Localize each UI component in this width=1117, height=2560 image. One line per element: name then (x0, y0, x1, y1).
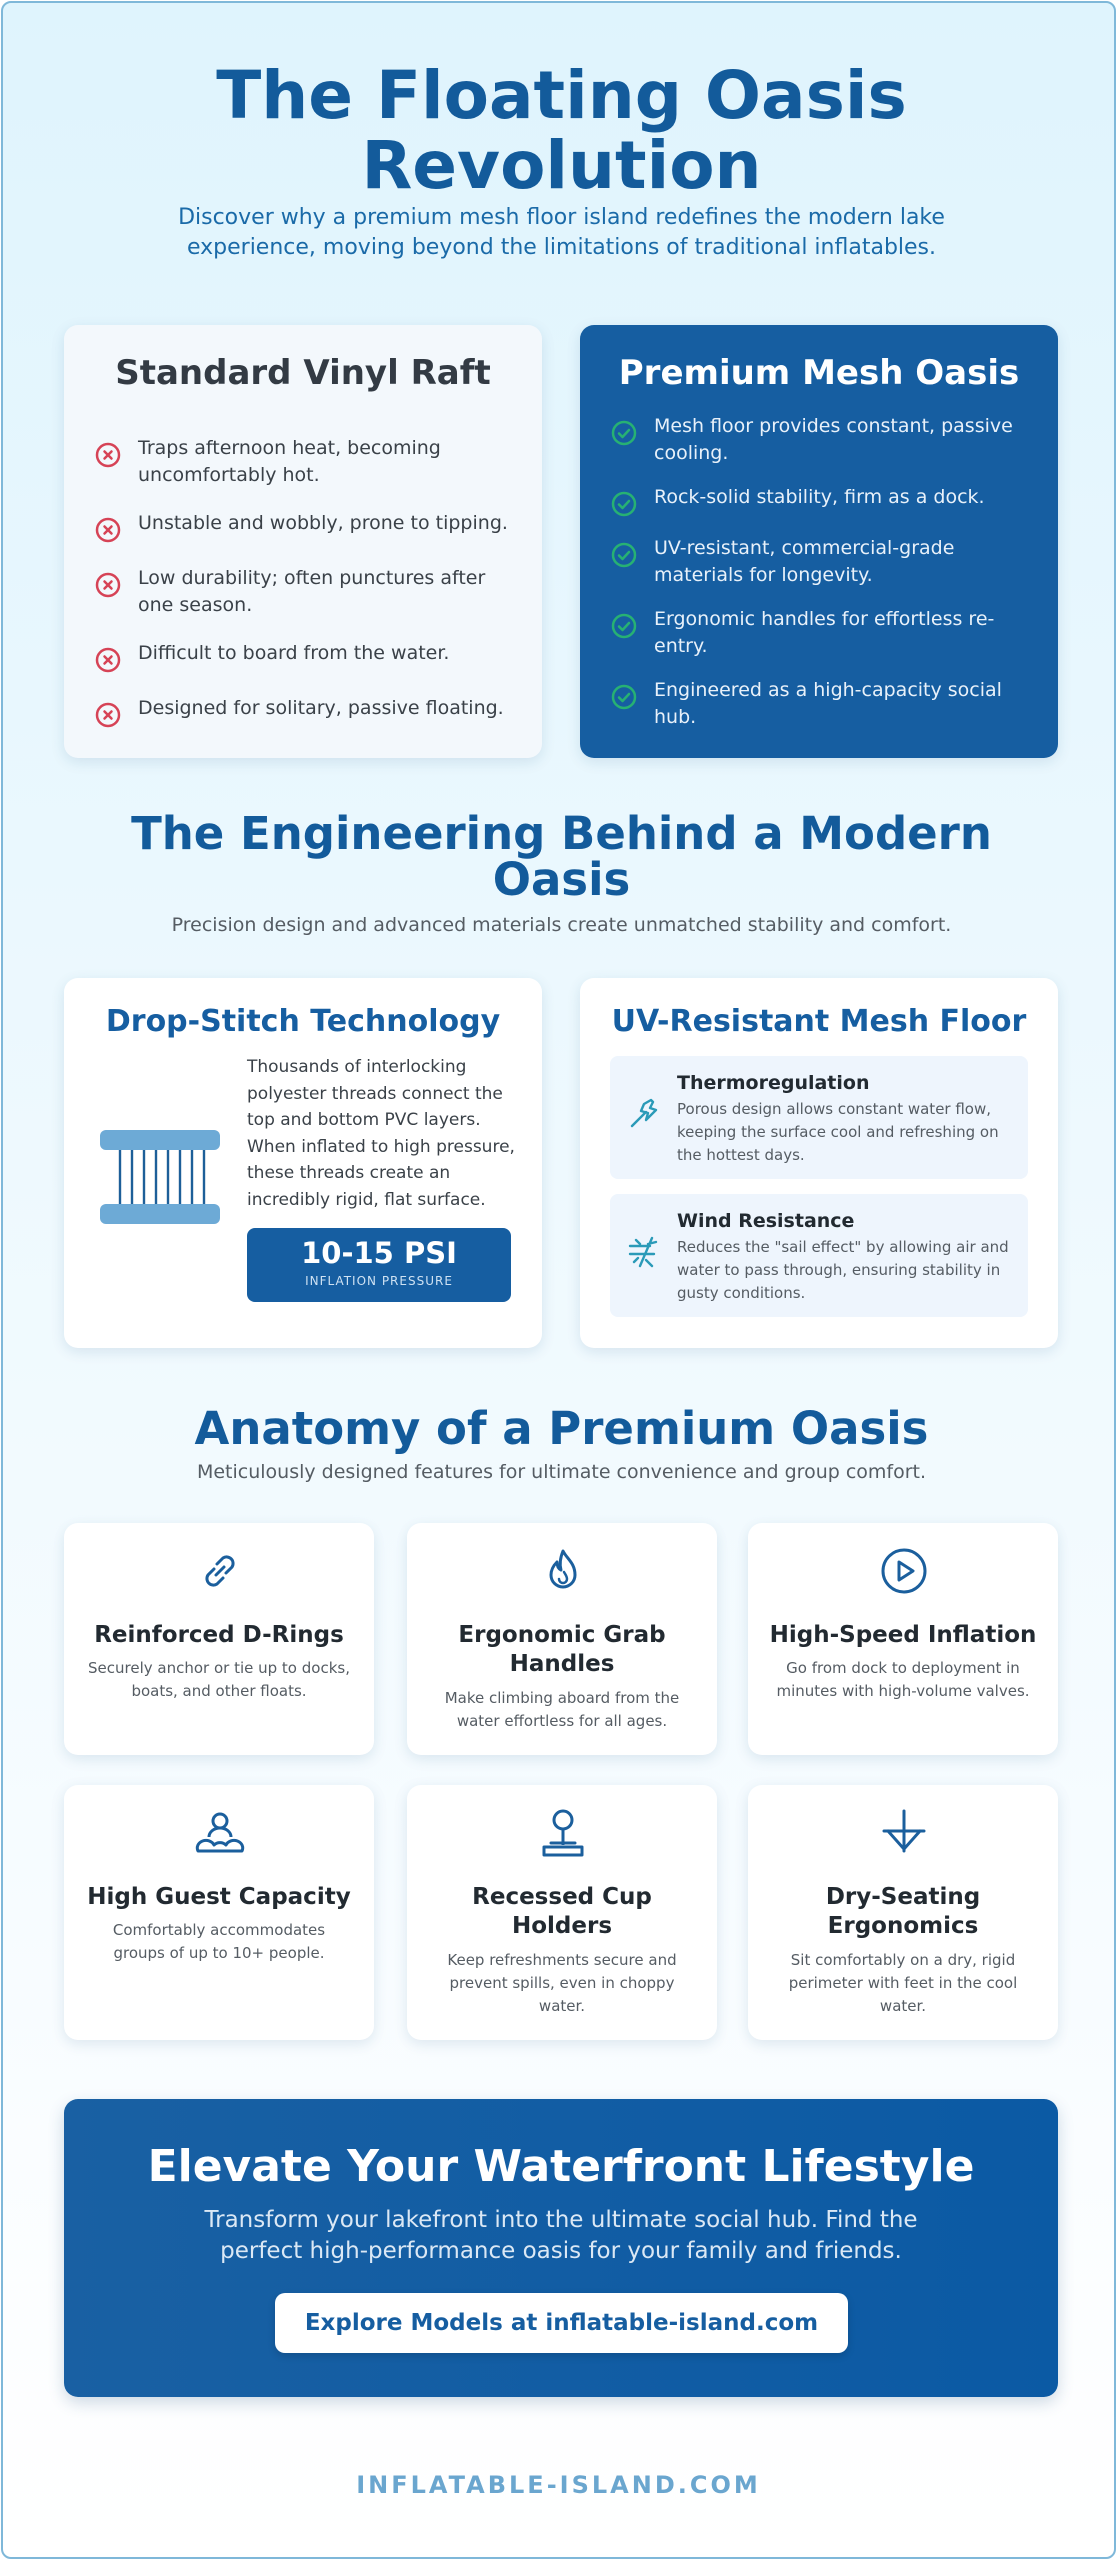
cta-text: Transform your lakefront into the ultimate social hub. Find the perfect high-performance oasis for your family and friends. (204, 2207, 918, 2264)
feature-card-text: Comfortably accommodates groups of up to 10+ people. (112, 1921, 326, 1962)
feature-card-cup-holders (407, 1785, 717, 2040)
check-circle-icon (610, 541, 638, 569)
list-item-text: Ergonomic handles for effortless re-entry. (654, 608, 995, 657)
list-item (610, 677, 1032, 731)
x-circle-icon (94, 646, 122, 674)
psi-value: 10-15 PSI (301, 1236, 457, 1270)
feature-card-text: Go from dock to deployment in minutes with high-volume valves. (776, 1659, 1030, 1700)
explore-models-button[interactable]: Explore Models at inflatable-island.com (275, 2293, 848, 2353)
mesh-card-title: Premium Mesh Oasis (618, 353, 1020, 393)
list-item-text: Rock-solid stability, firm as a dock. (654, 486, 985, 508)
list-item-text: Engineered as a high-capacity social hub. (654, 679, 1002, 728)
thermoregulation-feature (610, 1056, 1028, 1179)
feature-card-guest-capacity (64, 1785, 374, 2040)
vinyl-card-title: Standard Vinyl Raft (115, 353, 491, 393)
wind-resistance-feature (610, 1194, 1028, 1317)
list-item-text: Designed for solitary, passive floating. (138, 697, 504, 719)
list-item (610, 413, 1032, 467)
anchor-down-icon (878, 1807, 930, 1859)
feature-text: Porous design allows constant water flow, keeping the surface cool and refreshing on the hottest days. (677, 1100, 999, 1164)
feature-title: Thermoregulation (677, 1072, 870, 1094)
cta-title: Elevate Your Waterfront Lifestyle (147, 2141, 975, 2192)
feature-card-text: Make climbing aboard from the water effortless for all ages. (444, 1689, 680, 1730)
check-circle-icon (610, 612, 638, 640)
list-item-text: Difficult to board from the water. (138, 642, 450, 664)
feature-card-title: Reinforced D-Rings (94, 1622, 344, 1648)
psi-label: INFLATION PRESSURE (305, 1274, 453, 1288)
drop-stitch-card (64, 978, 542, 1348)
feature-card-dry-seating (748, 1785, 1058, 2040)
list-item (94, 565, 516, 619)
feature-card-title: Ergonomic Grab Handles (458, 1622, 666, 1677)
users-icon (194, 1807, 246, 1859)
list-item-text: Mesh floor provides constant, passive cooling. (654, 415, 1013, 464)
joystick-icon (537, 1807, 589, 1859)
feature-card-text: Keep refreshments secure and prevent spills, even in choppy water. (447, 1951, 677, 2015)
feature-card-title: High-Speed Inflation (769, 1622, 1037, 1648)
list-item-text: UV-resistant, commercial-grade materials for longevity. (654, 537, 955, 586)
feature-card-title: High Guest Capacity (87, 1884, 351, 1910)
footer-site-name: INFLATABLE-ISLAND.COM (356, 2471, 761, 2499)
play-circle-icon (878, 1545, 930, 1597)
link-icon (194, 1545, 246, 1597)
list-item (94, 510, 516, 544)
feature-card-title: Dry-Seating Ergonomics (825, 1884, 981, 1939)
infographic-page (1, 1, 1116, 2559)
drop-stitch-description: Thousands of interlocking polyester threads connect the top and bottom PVC layers. When inflated to high pressure, these threads create an incredibly rigid, flat surface. (247, 1057, 515, 1210)
x-circle-icon (94, 441, 122, 469)
cta-banner (64, 2099, 1058, 2397)
drop-stitch-diagram-icon (100, 1130, 220, 1224)
mesh-oasis-card (580, 325, 1058, 758)
list-item (94, 640, 516, 674)
list-item-text: Unstable and wobbly, prone to tipping. (138, 512, 508, 534)
list-item-text: Traps afternoon heat, becoming uncomfortably hot. (138, 437, 441, 486)
feature-card-inflation (748, 1523, 1058, 1755)
list-item (610, 606, 1032, 660)
x-circle-icon (94, 571, 122, 599)
feature-card-grab-handles (407, 1523, 717, 1755)
engineering-section-subtitle: Precision design and advanced materials create unmatched stability and comfort. (171, 914, 952, 936)
list-item (94, 435, 516, 489)
check-circle-icon (610, 490, 638, 518)
wind-cross-icon (626, 1234, 662, 1270)
psi-badge (247, 1228, 511, 1302)
feature-title: Wind Resistance (677, 1210, 855, 1232)
feature-card-text: Sit comfortably on a dry, rigid perimeter with feet in the cool water. (788, 1951, 1018, 2015)
feature-card-text: Securely anchor or tie up to docks, boats, and other floats. (88, 1659, 350, 1700)
x-circle-icon (94, 516, 122, 544)
list-item (94, 695, 516, 729)
mesh-floor-title: UV-Resistant Mesh Floor (611, 1004, 1027, 1039)
list-item (610, 535, 1032, 589)
feature-card-d-rings (64, 1523, 374, 1755)
flame-icon (537, 1545, 589, 1597)
list-item (610, 484, 1032, 518)
hero-title: The Floating Oasis Revolution (216, 57, 907, 204)
vinyl-raft-card (64, 325, 542, 758)
anatomy-section-title: Anatomy of a Premium Oasis (194, 1402, 929, 1455)
x-circle-icon (94, 701, 122, 729)
list-item-text: Low durability; often punctures after one season. (138, 567, 486, 616)
mesh-floor-card (580, 978, 1058, 1348)
drop-stitch-title: Drop-Stitch Technology (105, 1004, 501, 1039)
lightning-plug-icon (626, 1096, 662, 1132)
feature-card-title: Recessed Cup Holders (472, 1884, 652, 1939)
hero-subtitle: Discover why a premium mesh floor island redefines the modern lake experience, moving beyond the limitations of traditional inflatables. (178, 205, 945, 260)
check-circle-icon (610, 419, 638, 447)
vinyl-drawbacks-list (94, 435, 516, 750)
check-circle-icon (610, 683, 638, 711)
mesh-benefits-list (610, 413, 1032, 748)
feature-text: Reduces the "sail effect" by allowing air and water to pass through, ensuring stability in gusty conditions. (677, 1238, 1009, 1302)
anatomy-section-subtitle: Meticulously designed features for ultimate convenience and group comfort. (196, 1461, 927, 1483)
engineering-section-title: The Engineering Behind a Modern Oasis (131, 807, 992, 906)
